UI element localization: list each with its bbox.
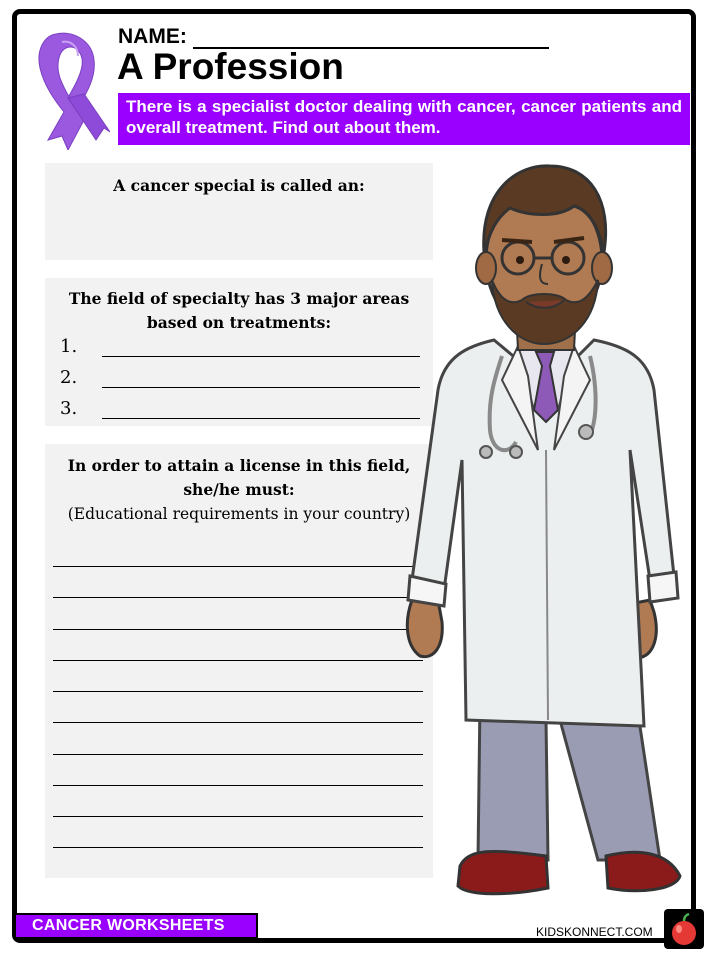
doctor-illustration <box>398 160 688 910</box>
writing-line[interactable] <box>53 691 423 692</box>
answer-row-3[interactable] <box>60 398 420 419</box>
answer-row-2[interactable] <box>60 367 420 388</box>
writing-line[interactable] <box>53 816 423 817</box>
page-title: A Profession <box>117 46 344 87</box>
item-number: 2. <box>60 367 78 388</box>
writing-line[interactable] <box>53 785 423 786</box>
question-box-3 <box>45 444 433 878</box>
answer-row-1[interactable] <box>60 336 420 357</box>
question-3-subtext: (Educational requirements in your country) <box>67 505 411 523</box>
worksheet-series-tag: CANCER WORKSHEETS <box>14 913 258 939</box>
kidskonnect-logo <box>664 909 704 949</box>
answer-line[interactable] <box>102 400 420 419</box>
question-3-text: In order to attain a license in this field, she/he must: <box>67 456 411 499</box>
intro-banner: There is a specialist doctor dealing with cancer, cancer patients and overall treatment. Find out about them. <box>118 93 690 145</box>
name-label: NAME: <box>118 25 187 48</box>
item-number: 1. <box>60 336 78 357</box>
question-1-text: A cancer special is called an: <box>113 176 365 195</box>
question-box-2 <box>45 278 433 426</box>
writing-line[interactable] <box>53 660 423 661</box>
question-2-text: The field of specialty has 3 major areas based on treatments: <box>68 289 410 332</box>
writing-line[interactable] <box>53 722 423 723</box>
writing-line[interactable] <box>53 566 423 567</box>
awareness-ribbon-icon <box>26 28 110 150</box>
writing-line[interactable] <box>53 754 423 755</box>
answer-line[interactable] <box>102 369 420 388</box>
answer-line[interactable] <box>102 338 420 357</box>
writing-line[interactable] <box>53 847 423 848</box>
apple-icon <box>664 909 704 949</box>
site-url[interactable]: KIDSKONNECT.COM <box>536 925 653 939</box>
writing-line[interactable] <box>53 597 423 598</box>
writing-line[interactable] <box>53 629 423 630</box>
question-box-1[interactable] <box>45 163 433 260</box>
item-number: 3. <box>60 398 78 419</box>
